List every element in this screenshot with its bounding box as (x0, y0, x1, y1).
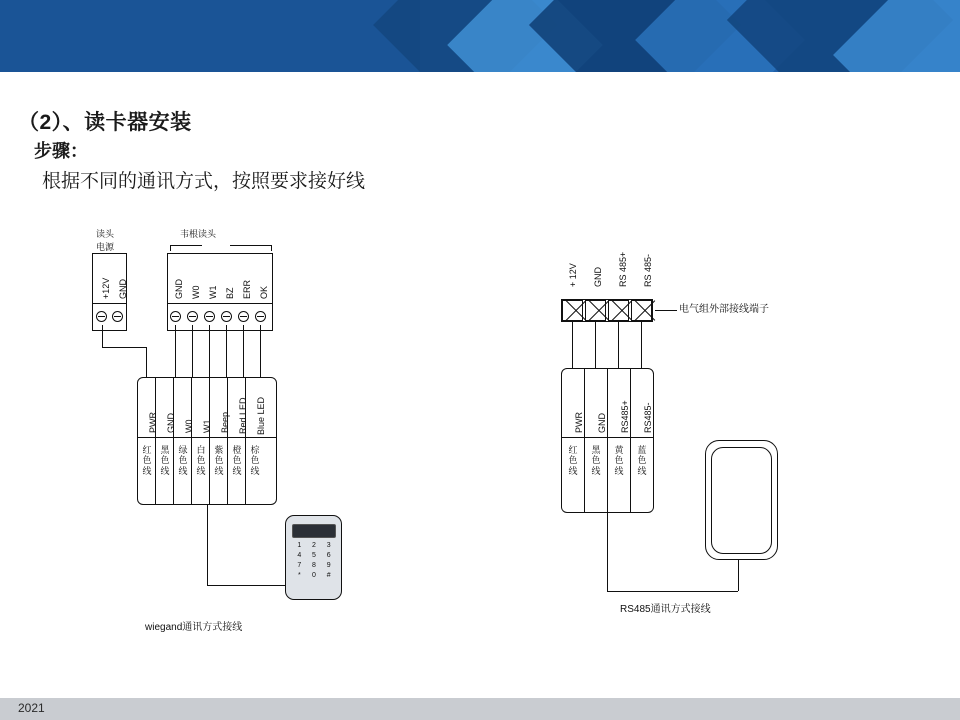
legend-divider-4 (227, 377, 228, 505)
wire-color-0: 红色线 (142, 445, 152, 476)
keypad-key-11: # (326, 572, 331, 579)
rs485-terminal-x-3 (631, 300, 652, 321)
rs485-wire-3 (641, 322, 642, 369)
wiegand-screw-2 (204, 311, 215, 322)
wire-err (243, 325, 244, 379)
signal-name-2: W0 (184, 419, 194, 433)
wire-bz (226, 325, 227, 379)
keypad-key-9: * (297, 572, 301, 579)
power-label-line1: 读头 (96, 229, 115, 239)
rs485-wire-color-0: 红色线 (568, 445, 578, 476)
power-terminal-label-0: +12V (101, 277, 111, 299)
power-label-line2: 电源 (96, 242, 115, 252)
power-screw-0 (96, 311, 107, 322)
rs485-signal-name-2: RS485+ (620, 400, 630, 433)
rs485-terminal-label-3: RS 485- (643, 253, 653, 287)
rs485-caption: RS485通讯方式接线 (620, 604, 711, 615)
wire-color-3: 白色线 (196, 445, 206, 476)
rs485-reader-face (711, 447, 772, 554)
rs485-terminal-note: 电气组外部接线端子 (679, 304, 769, 315)
bracket-right (230, 245, 272, 246)
wire-ok (260, 325, 261, 379)
power-terminal-label-1: GND (118, 279, 128, 299)
keypad-key-7: 8 (312, 562, 316, 569)
header-banner (0, 0, 960, 78)
rs485-wire-1 (595, 322, 596, 369)
rs485-legend-divider-0 (584, 368, 585, 513)
wiegand-screw-0 (170, 311, 181, 322)
wiegand-terminal-label-5: OK (259, 285, 269, 299)
legend-divider-1 (173, 377, 174, 505)
rs485-cable-across (607, 591, 738, 592)
legend-divider-3 (209, 377, 210, 505)
wiegand-wiring-diagram (80, 225, 410, 645)
power-terminal-split (92, 303, 127, 304)
signal-name-3: W1 (202, 419, 212, 433)
keypad-reader (285, 515, 342, 600)
rs485-terminal-x-1 (585, 300, 606, 321)
rs485-signal-name-1: GND (597, 413, 607, 433)
signal-name-5: Red LED (238, 397, 248, 434)
step-label: 步骤： (34, 141, 88, 161)
wire-color-2: 绿色线 (178, 445, 188, 476)
bracket-left (170, 245, 202, 246)
wiegand-terminal-label-0: GND (174, 279, 184, 299)
wiegand-header-label: 韦根读头 (180, 229, 217, 239)
rs485-terminal-label-1: GND (593, 267, 603, 287)
wire-power-down (146, 347, 147, 379)
step-description: 根据不同的通讯方式，按照要求接好线 (42, 171, 366, 192)
header-divider (0, 72, 960, 78)
rs485-wire-color-3: 蓝色线 (637, 445, 647, 476)
wiegand-screw-3 (221, 311, 232, 322)
wire-w0 (192, 325, 193, 379)
rs485-legend-divider-2 (630, 368, 631, 513)
keypad-keys (293, 542, 335, 579)
rs485-cable-down (607, 513, 608, 591)
signal-name-1: GND (166, 413, 176, 433)
wiegand-terminal-label-3: BZ (225, 287, 235, 299)
keypad-key-2: 3 (326, 542, 331, 549)
page-title: （2）、读卡器安装 (18, 111, 192, 134)
wiegand-terminal-label-2: W1 (208, 285, 218, 299)
power-screw-1 (112, 311, 123, 322)
wiegand-screw-4 (238, 311, 249, 322)
signal-name-6: Blue LED (256, 396, 266, 435)
keypad-key-6: 7 (297, 562, 302, 569)
wiegand-terminal-split (167, 303, 273, 304)
keypad-key-4: 5 (312, 552, 316, 559)
terminal-note-leader (655, 310, 677, 311)
cable-to-keypad-vertical (207, 505, 208, 585)
rs485-cable-up (738, 558, 739, 591)
footer-bar (0, 698, 960, 720)
signal-name-4: Beep (220, 411, 230, 433)
wire-w1 (209, 325, 210, 379)
rs485-wiring-diagram (545, 225, 885, 625)
wiegand-terminal-label-1: W0 (191, 285, 201, 299)
keypad-key-8: 9 (326, 562, 331, 569)
header-left-block (0, 0, 420, 78)
wiegand-caption: wiegand通讯方式接线 (145, 622, 243, 633)
footer-year: 2021 (18, 701, 45, 715)
wire-power-run (102, 347, 146, 348)
rs485-terminal-x-2 (608, 300, 629, 321)
rs485-terminal-x-0 (562, 300, 583, 321)
wiegand-screw-5 (255, 311, 266, 322)
rs485-wire-color-2: 黄色线 (614, 445, 624, 476)
keypad-key-5: 6 (326, 552, 331, 559)
rs485-terminal-label-2: RS 485+ (618, 251, 628, 287)
keypad-key-1: 2 (312, 542, 316, 549)
rs485-signal-name-0: PWR (574, 412, 584, 433)
signal-name-0: PWR (148, 412, 158, 433)
wiegand-terminal-label-4: ERR (242, 279, 252, 299)
legend-divider-2 (191, 377, 192, 505)
rs485-legend-mid-rule (561, 437, 654, 438)
wire-color-1: 黑色线 (160, 445, 170, 476)
bracket-left-tick (170, 245, 171, 251)
keypad-key-10: 0 (312, 572, 316, 579)
rs485-reader-body (705, 440, 778, 560)
rs485-wire-2 (618, 322, 619, 369)
rs485-wire-0 (572, 322, 573, 369)
wire-color-5: 橙色线 (232, 445, 242, 476)
rs485-terminal-label-0: + 12V (568, 263, 578, 287)
wire-gnd (175, 325, 176, 379)
rs485-legend-divider-1 (607, 368, 608, 513)
legend-divider-0 (155, 377, 156, 505)
wire-color-6: 棕色线 (250, 445, 260, 476)
bracket-right-tick (271, 245, 272, 251)
wiegand-screw-1 (187, 311, 198, 322)
rs485-wire-color-1: 黑色线 (591, 445, 601, 476)
keypad-key-3: 4 (297, 552, 302, 559)
keypad-key-0: 1 (297, 542, 302, 549)
rs485-signal-name-3: RS485- (643, 402, 653, 433)
wire-power-pos (102, 325, 103, 347)
wire-color-4: 紫色线 (214, 445, 224, 476)
keypad-display (292, 524, 336, 538)
legend-mid-rule (137, 437, 277, 438)
